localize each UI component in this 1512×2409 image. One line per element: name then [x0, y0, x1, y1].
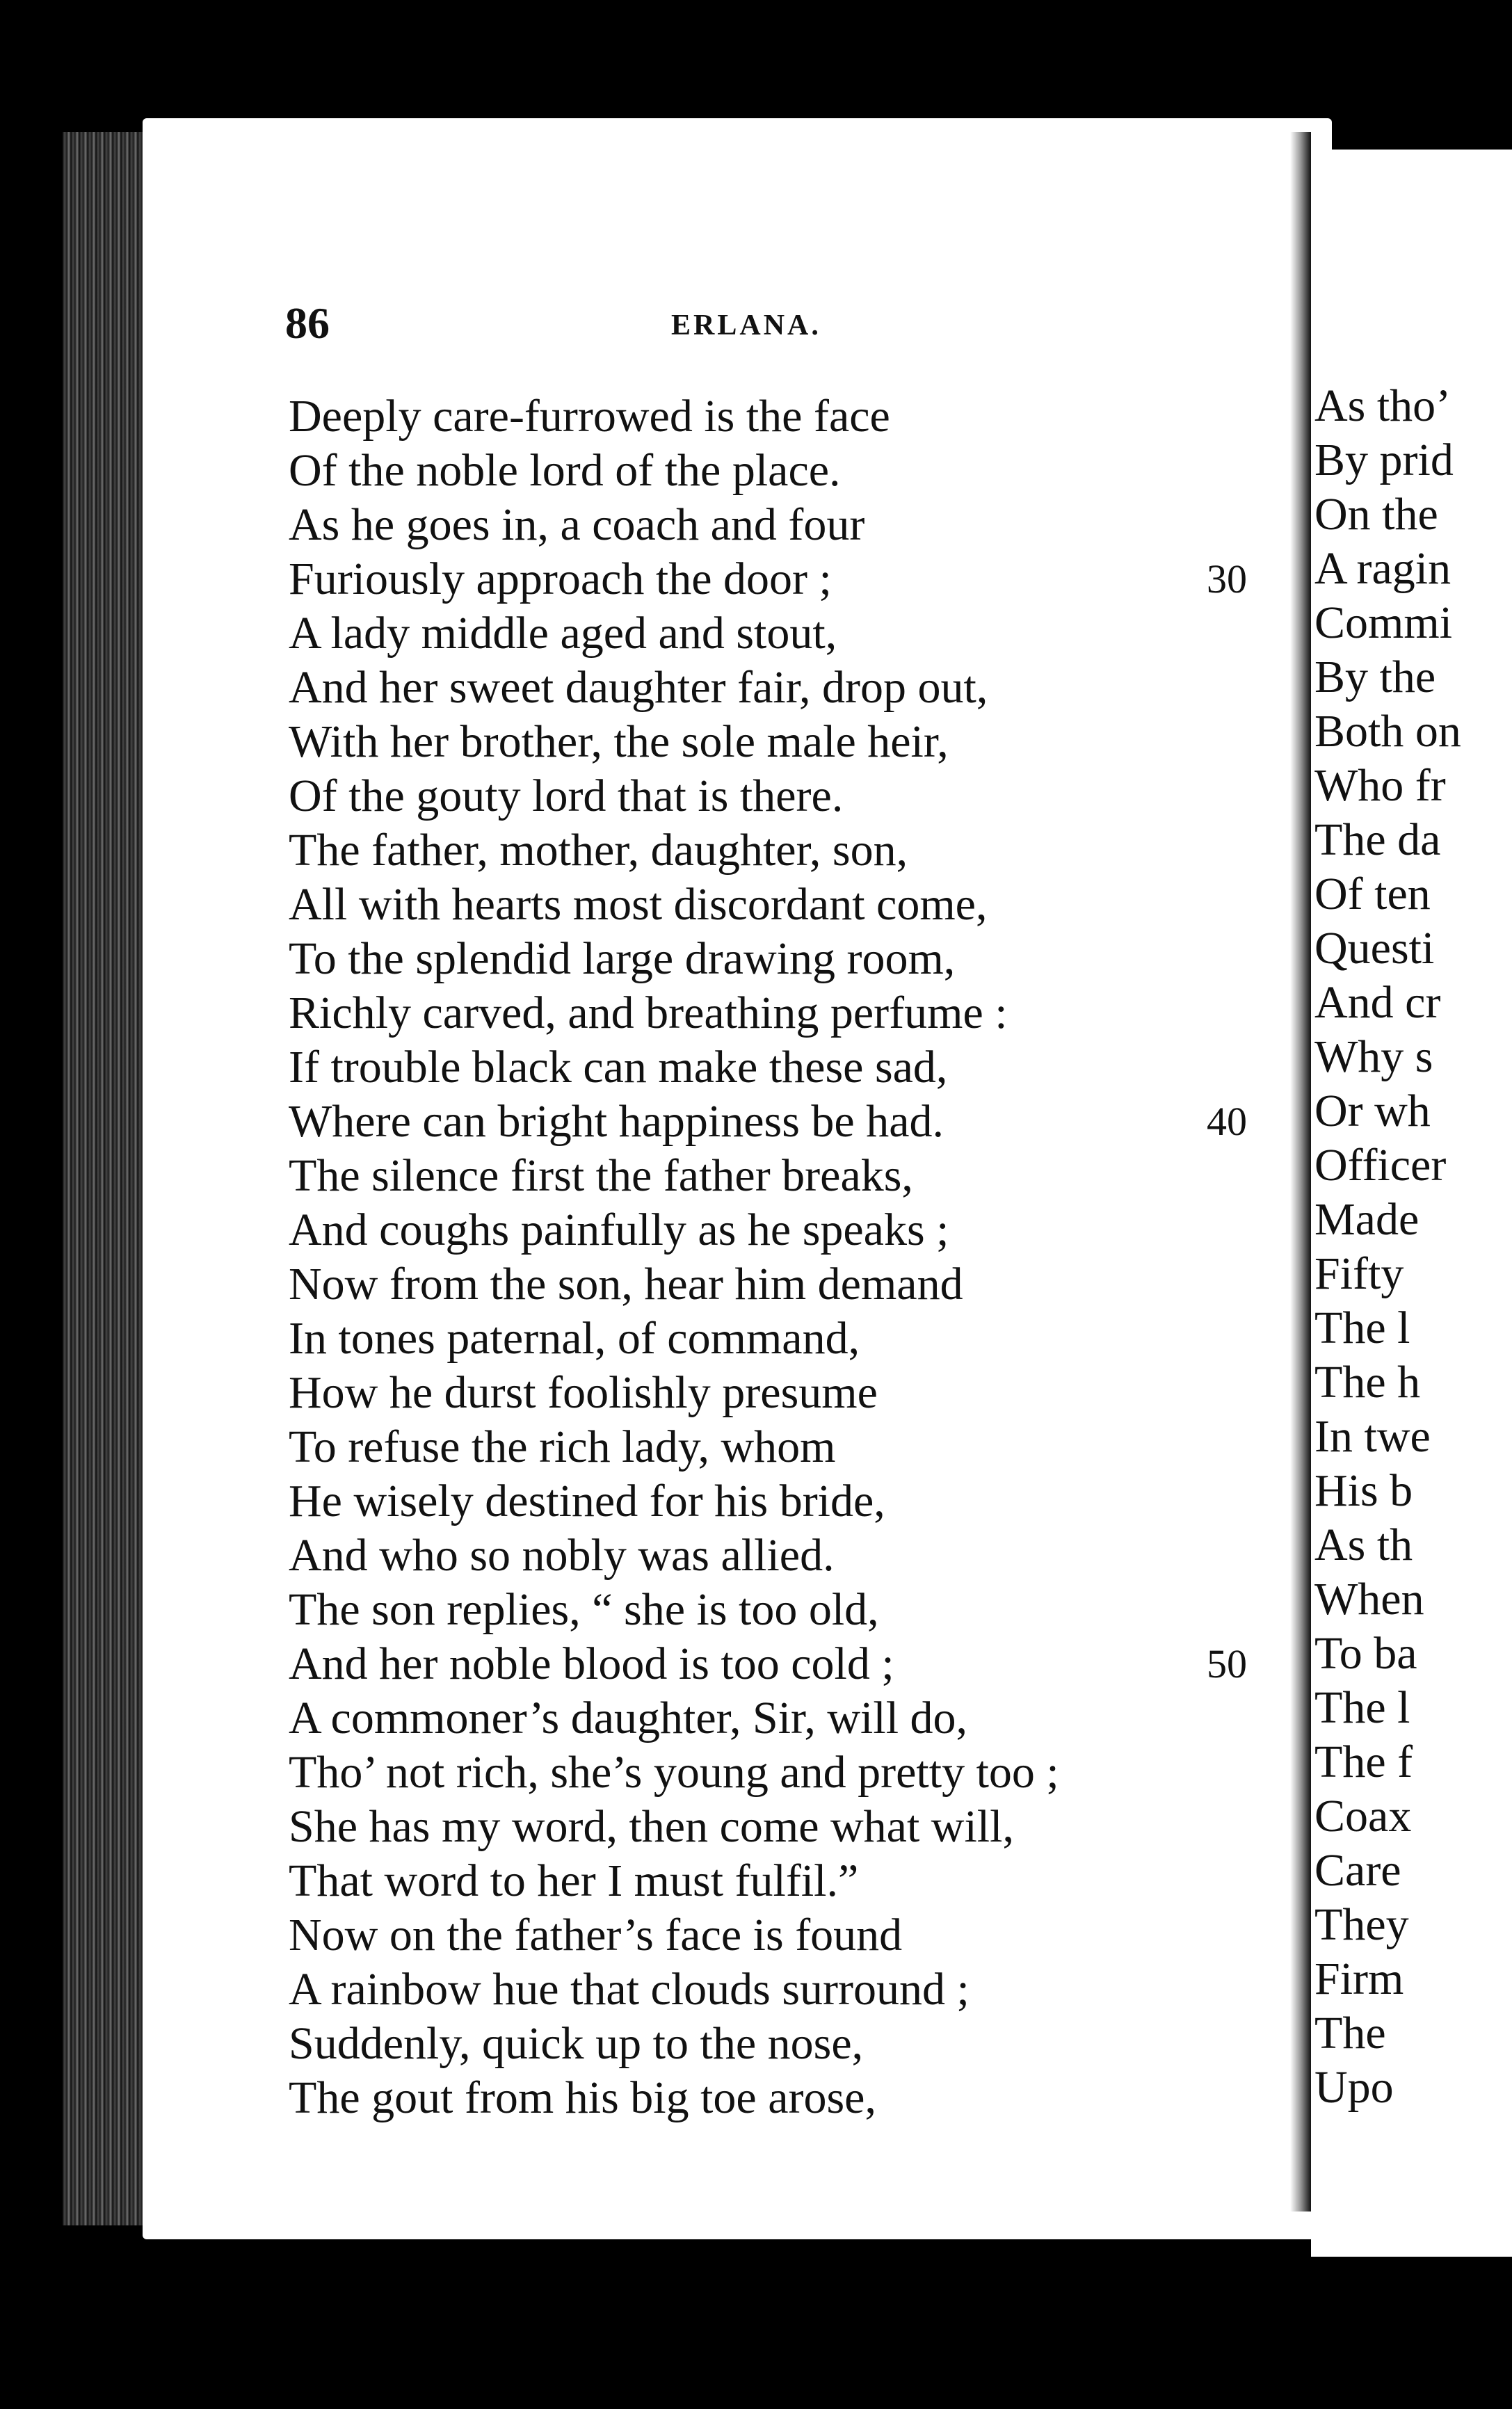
- poem-line-text: A rainbow hue that clouds surround ;: [289, 1964, 970, 2015]
- poem-line: [143, 1095, 1290, 1149]
- right-page-line: The: [1314, 2008, 1386, 2058]
- poem-line-text: A commoner’s daughter, Sir, will do,: [289, 1693, 968, 1743]
- poem-line-text: Of the gouty lord that is there.: [289, 771, 844, 821]
- poem-line-text: And her noble blood is too cold ;: [289, 1638, 894, 1689]
- right-page-line: By the: [1314, 652, 1436, 702]
- poem-line: [143, 878, 1290, 932]
- poem-line: [143, 1963, 1290, 2017]
- right-page-line: Why s: [1314, 1031, 1433, 1082]
- line-number: 40: [1207, 1099, 1247, 1144]
- poem-line: [143, 2017, 1290, 2071]
- right-page-line: The da: [1314, 814, 1441, 865]
- poem-line-text: And coughs painfully as he speaks ;: [289, 1204, 949, 1255]
- right-page-line: By prid: [1314, 435, 1454, 485]
- right-page-line: In twe: [1314, 1411, 1431, 1462]
- right-page-line: They: [1314, 1899, 1409, 1950]
- poem-line-text: The son replies, “ she is too old,: [289, 1584, 879, 1635]
- right-page-line: The l: [1314, 1682, 1410, 1733]
- poem-line: [143, 986, 1290, 1040]
- right-page-line: Of ten: [1314, 869, 1431, 919]
- right-page-line: On the: [1314, 489, 1438, 540]
- poem-line-text: Now from the son, hear him demand: [289, 1259, 963, 1310]
- poem-line: [143, 715, 1290, 769]
- poem-line: [143, 1203, 1290, 1257]
- poem-line-text: Richly carved, and breathing perfume :: [289, 988, 1008, 1038]
- poem-line-text: And who so nobly was allied.: [289, 1530, 835, 1581]
- right-page-line: Officer: [1314, 1140, 1447, 1191]
- poem-line: [143, 1854, 1290, 1908]
- page-header: [143, 285, 1290, 369]
- right-page-line: The l: [1314, 1303, 1410, 1353]
- poem-line-text: To refuse the rich lady, whom: [289, 1421, 836, 1472]
- poem-text: [143, 389, 1290, 2125]
- poem-line: [143, 389, 1290, 444]
- book-gutter: [1290, 132, 1311, 2211]
- poem-line-text: Tho’ not rich, she’s young and pretty too ;: [289, 1747, 1059, 1798]
- poem-line: [143, 1908, 1290, 1963]
- right-page-line: And cr: [1314, 977, 1441, 1028]
- poem-line: [143, 1474, 1290, 1529]
- poem-line-text: That word to her I must fulfil.”: [289, 1855, 859, 1906]
- right-page-line: A ragin: [1314, 543, 1451, 594]
- right-page-line: Commi: [1314, 597, 1453, 648]
- poem-line: [143, 1312, 1290, 1366]
- right-page-line: As tho’: [1314, 380, 1451, 431]
- poem-line-text: And her sweet daughter fair, drop out,: [289, 662, 988, 713]
- poem-line: [143, 498, 1290, 552]
- right-page-line: The f: [1314, 1737, 1413, 1787]
- poem-line: [143, 1149, 1290, 1203]
- poem-line: [143, 1637, 1290, 1691]
- right-page-line: Or wh: [1314, 1086, 1431, 1136]
- poem-line-text: Of the noble lord of the place.: [289, 445, 841, 496]
- line-number: 50: [1207, 1641, 1247, 1686]
- poem-line: [143, 606, 1290, 661]
- poem-line-text: Deeply care-furrowed is the face: [289, 391, 890, 442]
- poem-line-text: If trouble black can make these sad,: [289, 1042, 948, 1093]
- poem-line: [143, 1746, 1290, 1800]
- poem-line: [143, 1257, 1290, 1312]
- line-number: 30: [1207, 556, 1247, 602]
- poem-line-text: The father, mother, daughter, son,: [289, 825, 908, 876]
- poem-line: [143, 2071, 1290, 2125]
- right-page-line: Upo: [1314, 2062, 1394, 2113]
- right-page-line: When: [1314, 1574, 1424, 1625]
- poem-line-text: Suddenly, quick up to the nose,: [289, 2018, 864, 2069]
- poem-line-text: Where can bright happiness be had.: [289, 1096, 944, 1147]
- poem-line: [143, 1366, 1290, 1420]
- poem-line: [143, 661, 1290, 715]
- poem-line-text: She has my word, then come what will,: [289, 1801, 1014, 1852]
- right-page-line: To ba: [1314, 1628, 1417, 1679]
- poem-line-text: He wisely destined for his bride,: [289, 1476, 885, 1526]
- poem-line: [143, 1529, 1290, 1583]
- right-page-line: Coax: [1314, 1791, 1412, 1842]
- poem-line: [143, 1691, 1290, 1746]
- poem-line-text: As he goes in, a coach and four: [289, 499, 865, 550]
- poem-line-text: All with hearts most discordant come,: [289, 879, 988, 930]
- right-page-text: [1314, 379, 1512, 2115]
- poem-line: [143, 769, 1290, 823]
- poem-line-text: The gout from his big toe arose,: [289, 2072, 876, 2123]
- right-page-line: Firm: [1314, 1953, 1404, 2004]
- running-head: ERLANA.: [671, 309, 821, 341]
- poem-line: [143, 932, 1290, 986]
- poem-line-text: A lady middle aged and stout,: [289, 608, 837, 659]
- poem-line: [143, 1583, 1290, 1637]
- poem-line-text: Furiously approach the door ;: [289, 554, 832, 604]
- right-page-line: Who fr: [1314, 760, 1446, 811]
- poem-line-text: In tones paternal, of command,: [289, 1313, 860, 1364]
- right-page-line: The h: [1314, 1357, 1421, 1408]
- right-page-line: Made: [1314, 1194, 1419, 1245]
- poem-line-text: With her brother, the sole male heir,: [289, 716, 949, 767]
- poem-line-text: Now on the father’s face is found: [289, 1910, 903, 1960]
- poem-line: [143, 1040, 1290, 1095]
- page-number: 86: [285, 298, 330, 348]
- right-page-line: Questi: [1314, 923, 1435, 974]
- poem-line-text: How he durst foolishly presume: [289, 1367, 878, 1418]
- right-page-line: Fifty: [1314, 1248, 1404, 1299]
- right-page-line: Both on: [1314, 706, 1461, 757]
- right-page-line: Care: [1314, 1845, 1401, 1896]
- right-page-line: His b: [1314, 1465, 1413, 1516]
- poem-line-text: To the splendid large drawing room,: [289, 933, 956, 984]
- poem-line: [143, 552, 1290, 606]
- poem-line: [143, 1420, 1290, 1474]
- poem-line: [143, 823, 1290, 878]
- poem-line: [143, 1800, 1290, 1854]
- poem-line-text: The silence first the father breaks,: [289, 1150, 913, 1201]
- right-page-line: As th: [1314, 1520, 1413, 1570]
- poem-line: [143, 444, 1290, 498]
